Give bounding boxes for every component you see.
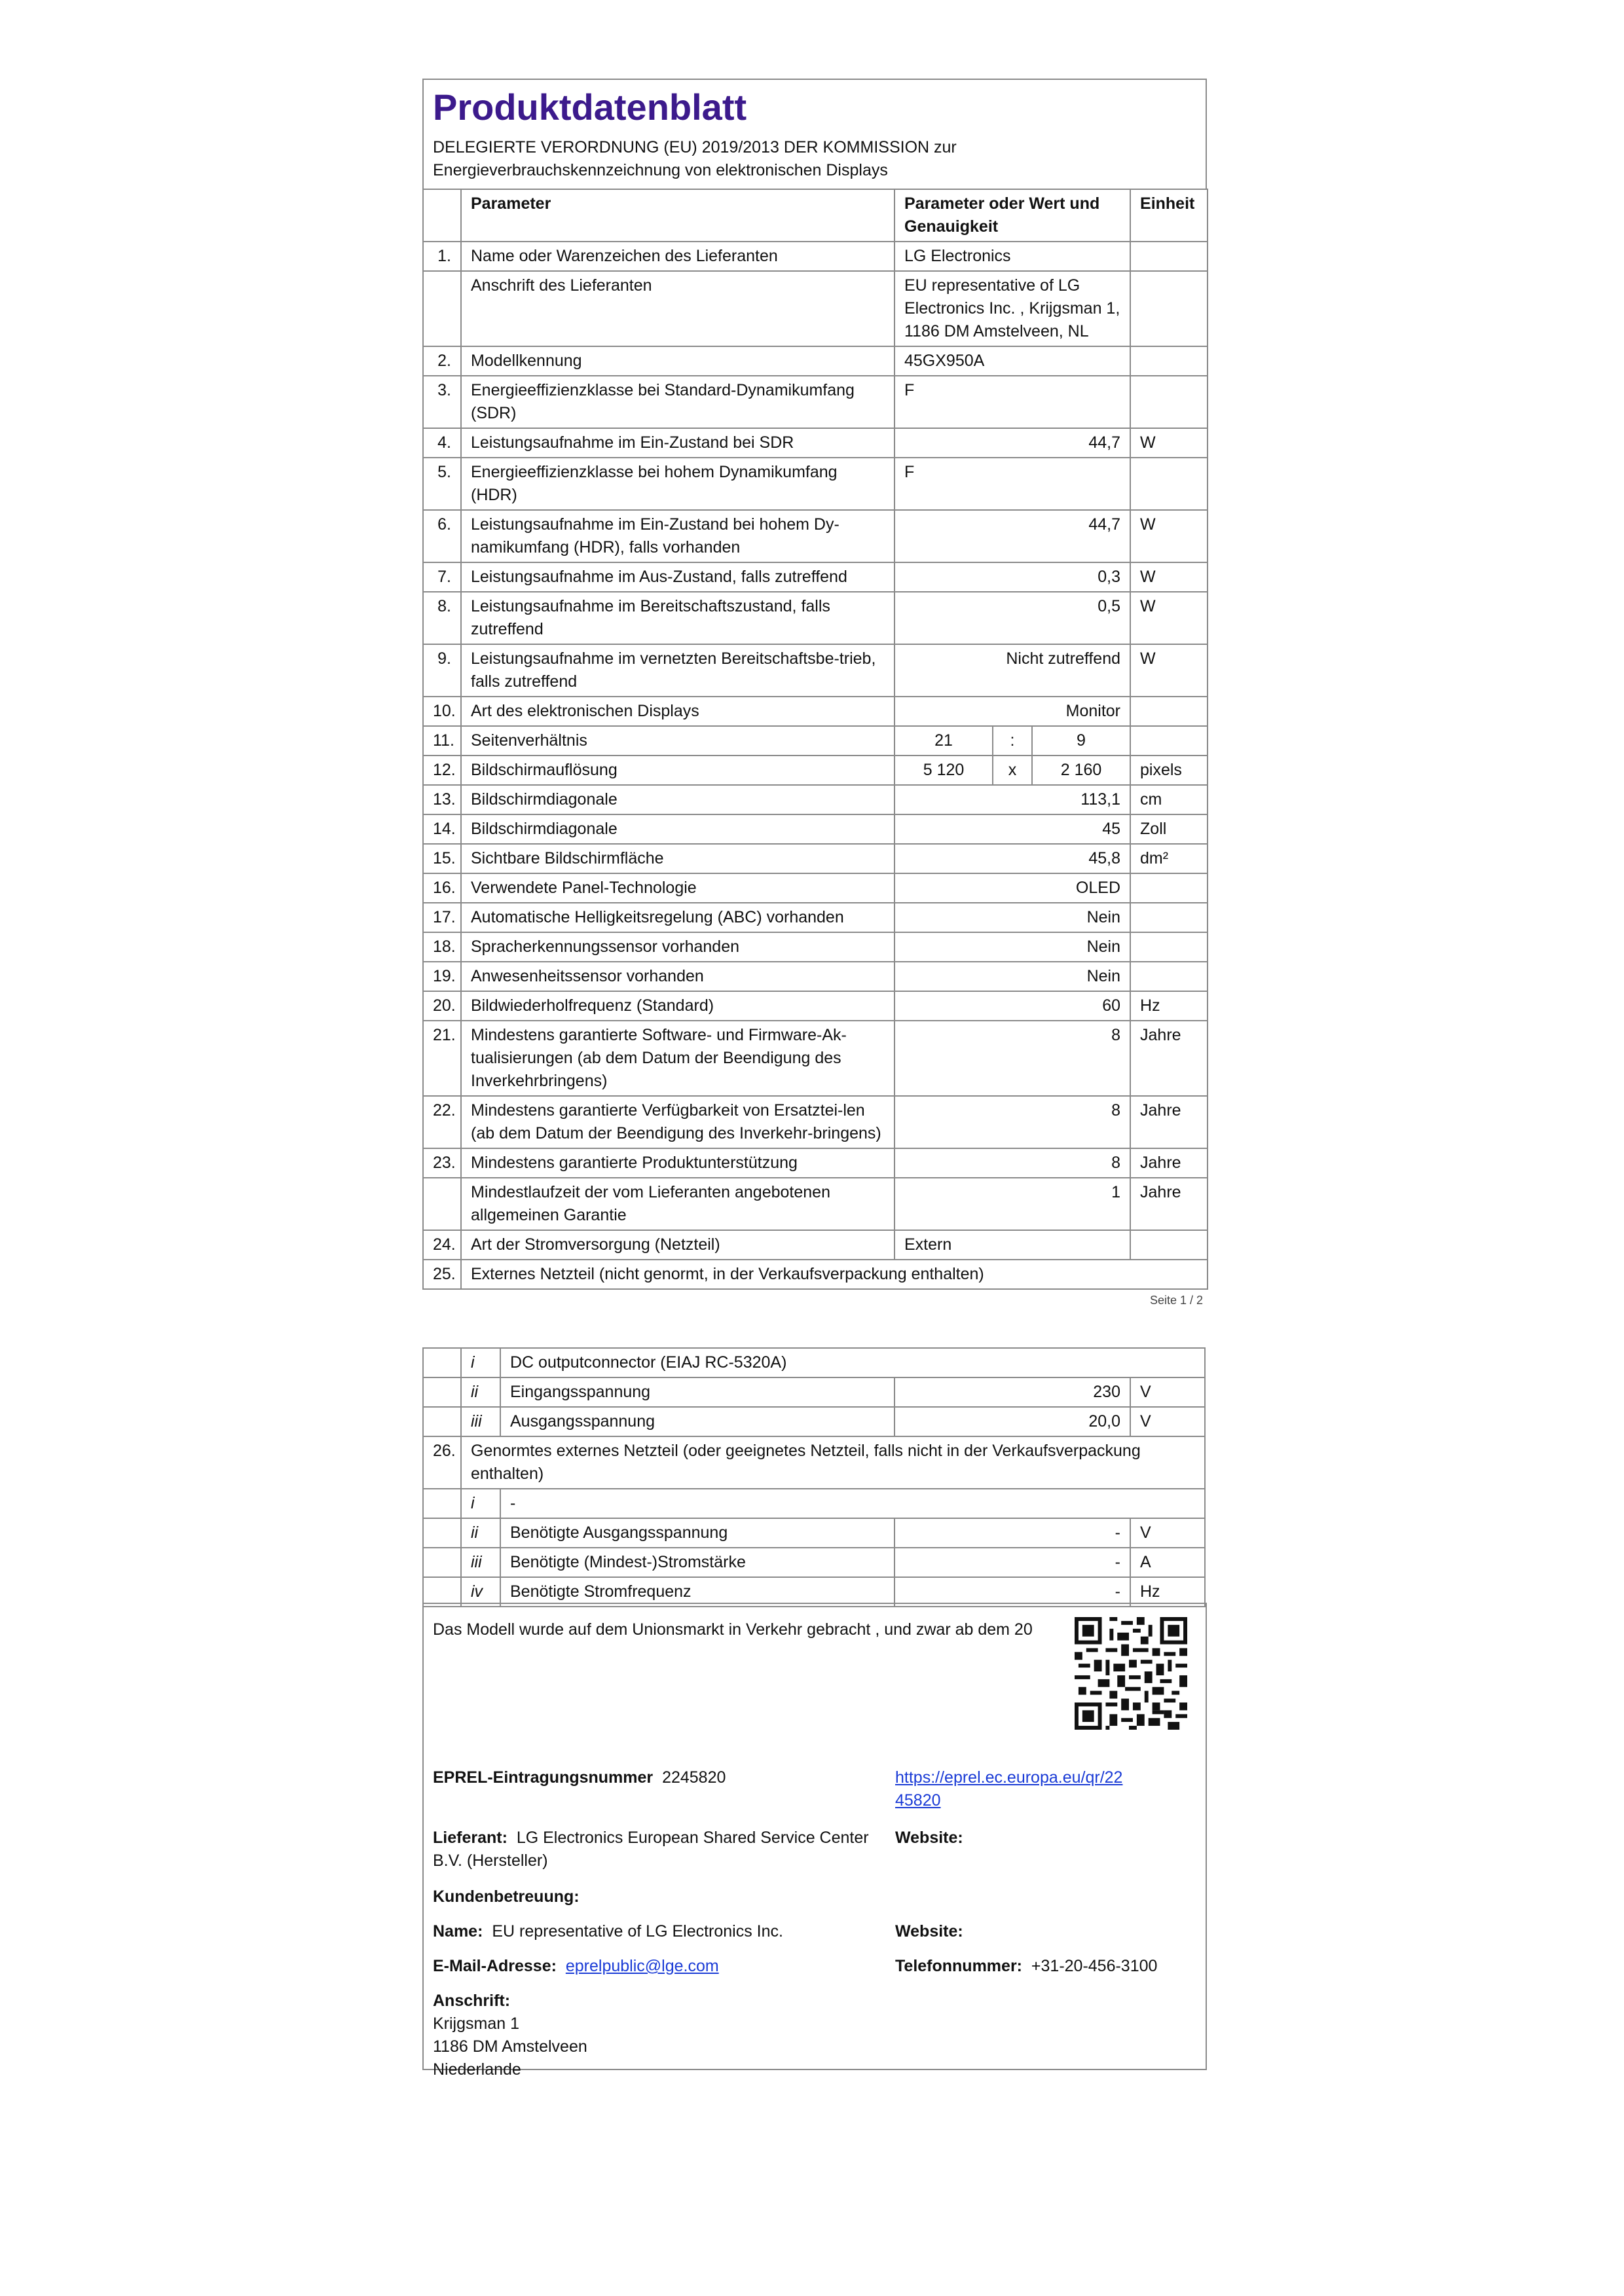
header-value: Parameter oder Wert und Genauigkeit: [895, 189, 1130, 242]
row-number: 17.: [423, 903, 461, 932]
supplier-website-label: Website:: [895, 1829, 963, 1847]
row-number: 16.: [423, 873, 461, 903]
supplier-block: [433, 1827, 885, 1872]
row-unit: Jahre: [1130, 1021, 1208, 1096]
row-parameter: Leistungsaufnahme im vernetzten Bereitschaftsbe-trieb, falls zutreffend: [461, 644, 895, 697]
table-row: [423, 1021, 1208, 1096]
row-parameter: Eingangsspannung: [500, 1377, 895, 1407]
table-row: [423, 844, 1208, 873]
supplier-label: Lieferant:: [433, 1829, 507, 1847]
row-number: 24.: [423, 1230, 461, 1260]
contact-name: [433, 1920, 783, 1943]
row-parameter: Energieeffizienzklasse bei Standard-Dynamikumfang (SDR): [461, 376, 895, 428]
table-row: [423, 1377, 1205, 1407]
row-unit: Jahre: [1130, 1178, 1208, 1230]
table-row: [423, 510, 1208, 562]
row-value: F: [895, 376, 1130, 428]
table-row: [423, 1096, 1208, 1148]
row-value: F: [895, 458, 1130, 510]
row-number: 15.: [423, 844, 461, 873]
row-value: 45,8: [895, 844, 1130, 873]
row-parameter: Anwesenheitssensor vorhanden: [461, 962, 895, 991]
supplier-value-line-1: LG Electronics European Shared Service Center: [516, 1829, 869, 1847]
row-parameter: Ausgangsspannung: [500, 1407, 895, 1436]
row-value: Extern: [895, 1230, 1130, 1260]
row-unit: [1130, 962, 1208, 991]
table-row: [423, 814, 1208, 844]
table-row: [423, 873, 1208, 903]
row-number: 4.: [423, 428, 461, 458]
row-value: LG Electronics: [895, 242, 1130, 271]
address-line-1: Krijgsman 1: [433, 2014, 519, 2033]
row-parameter: Spracherkennungssensor vorhanden: [461, 932, 895, 962]
row-parameter: Art der Stromversorgung (Netzteil): [461, 1230, 895, 1260]
row-parameter: Benötigte Stromfrequenz: [500, 1577, 895, 1607]
table-row: [423, 1518, 1205, 1548]
row-number: 14.: [423, 814, 461, 844]
row-number: 12.: [423, 756, 461, 785]
row-unit: Zoll: [1130, 814, 1208, 844]
page-title: Produktdatenblatt: [433, 86, 747, 128]
supplier-value-line-2: B.V. (Hersteller): [433, 1851, 548, 1870]
row-parameter: Mindestens garantierte Verfügbarkeit von Ersatztei-len (ab dem Datum der Beendigung des Inverkehr-bringens): [461, 1096, 895, 1148]
regulation-line-1: DELEGIERTE VERORDNUNG (EU) 2019/2013 DER KOMMISSION zur: [433, 138, 957, 156]
row-number: 21.: [423, 1021, 461, 1096]
eprel-link-line-1[interactable]: https://eprel.ec.europa.eu/qr/22: [895, 1768, 1123, 1787]
row-unit: Jahre: [1130, 1148, 1208, 1178]
row-unit: [1130, 1230, 1208, 1260]
row-parameter: Bildwiederholfrequenz (Standard): [461, 991, 895, 1021]
row-number: 20.: [423, 991, 461, 1021]
row-number: 25.: [423, 1260, 461, 1289]
row-number: [423, 1178, 461, 1230]
header-parameter: Parameter: [461, 189, 895, 242]
regulation-line-2: Energieverbrauchskennzeichnung von elektronischen Displays: [433, 161, 888, 179]
sub-item-label: i: [461, 1489, 500, 1518]
row-value: -: [895, 1548, 1130, 1577]
eprel-link[interactable]: [895, 1766, 1122, 1812]
row-number: 9.: [423, 644, 461, 697]
row-number: 5.: [423, 458, 461, 510]
sub-item-label: iii: [461, 1407, 500, 1436]
row-parameter: Bildschirmdiagonale: [461, 785, 895, 814]
row-parameter: Leistungsaufnahme im Aus-Zustand, falls zutreffend: [461, 562, 895, 592]
row-value: Nicht zutreffend: [895, 644, 1130, 697]
row-value-b: 9: [1032, 726, 1130, 756]
row-number: 22.: [423, 1096, 461, 1148]
row-unit: [1130, 346, 1208, 376]
row-value: 45: [895, 814, 1130, 844]
row-unit: cm: [1130, 785, 1208, 814]
row-value: 230: [895, 1377, 1130, 1407]
row-value: Nein: [895, 962, 1130, 991]
row-parameter: -: [500, 1489, 1205, 1518]
row-parameter: Seitenverhältnis: [461, 726, 895, 756]
table-row: [423, 376, 1208, 428]
contact-phone: [895, 1955, 1157, 1978]
table-row: [423, 932, 1208, 962]
address-line-2: 1186 DM Amstelveen: [433, 2037, 587, 2056]
table-row: [423, 1548, 1205, 1577]
sub-item-label: ii: [461, 1518, 500, 1548]
row-unit: A: [1130, 1548, 1205, 1577]
row-parameter: DC outputconnector (EIAJ RC-5320A): [500, 1348, 1205, 1377]
indent-cell: [423, 1518, 461, 1548]
row-value: 8: [895, 1148, 1130, 1178]
row-number: 19.: [423, 962, 461, 991]
row-value: 60: [895, 991, 1130, 1021]
eprel-link-line-2[interactable]: 45820: [895, 1791, 941, 1810]
row-parameter: Leistungsaufnahme im Bereitschaftszustand, falls zutreffend: [461, 592, 895, 644]
row-unit: [1130, 903, 1208, 932]
row-unit: Jahre: [1130, 1096, 1208, 1148]
header-num-cell: [423, 189, 461, 242]
row-number: 6.: [423, 510, 461, 562]
row-number: [423, 271, 461, 346]
row-value: -: [895, 1577, 1130, 1607]
row-parameter: Verwendete Panel-Technologie: [461, 873, 895, 903]
datasheet-page-1: [422, 79, 1207, 1322]
row-unit: Hz: [1130, 991, 1208, 1021]
table-row: [423, 1489, 1205, 1518]
sub-item-label: i: [461, 1348, 500, 1377]
table-row: [423, 242, 1208, 271]
row-number: 3.: [423, 376, 461, 428]
row-separator: :: [993, 726, 1032, 756]
row-unit: [1130, 932, 1208, 962]
row-number: 8.: [423, 592, 461, 644]
row-unit: [1130, 458, 1208, 510]
row-value: 8: [895, 1021, 1130, 1096]
row-value: 0,3: [895, 562, 1130, 592]
row-value: 113,1: [895, 785, 1130, 814]
name-value: EU representative of LG Electronics Inc.: [492, 1922, 783, 1941]
table-row: [423, 1348, 1205, 1377]
row-parameter: Bildschirmdiagonale: [461, 814, 895, 844]
table-row: [423, 756, 1208, 785]
page-number: Seite 1 / 2: [1149, 1294, 1203, 1307]
row-unit: V: [1130, 1377, 1205, 1407]
sub-item-label: iv: [461, 1577, 500, 1607]
table-row: [423, 1230, 1208, 1260]
row-unit: [1130, 376, 1208, 428]
row-parameter: Leistungsaufnahme im Ein-Zustand bei hohem Dy-namikumfang (HDR), falls vorhanden: [461, 510, 895, 562]
row-separator: x: [993, 756, 1032, 785]
row-parameter: Anschrift des Lieferanten: [461, 271, 895, 346]
customer-service-label: Kundenbetreuung:: [433, 1887, 580, 1906]
table-row: [423, 726, 1208, 756]
table-row: [423, 1407, 1205, 1436]
datasheet-page-2: [422, 1347, 1204, 1607]
table-row: [423, 458, 1208, 510]
table-row: [423, 1148, 1208, 1178]
row-value: 45GX950A: [895, 346, 1130, 376]
email-label: E-Mail-Adresse:: [433, 1957, 557, 1975]
indent-cell: [423, 1377, 461, 1407]
row-number: 2.: [423, 346, 461, 376]
row-parameter: Art des elektronischen Displays: [461, 697, 895, 726]
row-value-a: 5 120: [895, 756, 993, 785]
row-unit: W: [1130, 592, 1208, 644]
row-unit: Hz: [1130, 1577, 1205, 1607]
row-parameter: Energieeffizienzklasse bei hohem Dynamikumfang (HDR): [461, 458, 895, 510]
row-parameter: Genormtes externes Netzteil (oder geeignetes Netzteil, falls nicht in der Verkaufsverpackung enthalten): [461, 1436, 1205, 1489]
phone-label: Telefonnummer:: [895, 1957, 1022, 1975]
row-number: 13.: [423, 785, 461, 814]
row-parameter: Leistungsaufnahme im Ein-Zustand bei SDR: [461, 428, 895, 458]
table-row: [423, 428, 1208, 458]
row-value: Nein: [895, 903, 1130, 932]
contact-website-label: Website:: [895, 1922, 963, 1941]
table-row: [423, 271, 1208, 346]
sub-item-label: iii: [461, 1548, 500, 1577]
address-line-3: Niederlande: [433, 2060, 521, 2079]
row-parameter: Benötigte (Mindest-)Stromstärke: [500, 1548, 895, 1577]
row-number: 11.: [423, 726, 461, 756]
row-parameter: Mindestens garantierte Produktunterstützung: [461, 1148, 895, 1178]
address-label: Anschrift:: [433, 1992, 511, 2010]
table-row: [423, 592, 1208, 644]
row-unit: [1130, 242, 1208, 271]
row-number: 7.: [423, 562, 461, 592]
indent-cell: [423, 1407, 461, 1436]
phone-value: +31-20-456-3100: [1031, 1957, 1158, 1975]
indent-cell: [423, 1489, 461, 1518]
row-parameter: Benötigte Ausgangsspannung: [500, 1518, 895, 1548]
eprel-number: [433, 1766, 726, 1789]
row-parameter: Mindestlaufzeit der vom Lieferanten angebotenen allgemeinen Garantie: [461, 1178, 895, 1230]
row-parameter: Externes Netzteil (nicht genormt, in der Verkaufsverpackung enthalten): [461, 1260, 1208, 1289]
row-parameter: Modellkennung: [461, 346, 895, 376]
row-unit: W: [1130, 510, 1208, 562]
row-value: -: [895, 1518, 1130, 1548]
qr-code-icon[interactable]: [1075, 1617, 1187, 1730]
row-parameter: Name oder Warenzeichen des Lieferanten: [461, 242, 895, 271]
row-number: 23.: [423, 1148, 461, 1178]
row-unit: [1130, 726, 1208, 756]
table-row: [423, 785, 1208, 814]
row-parameter: Automatische Helligkeitsregelung (ABC) vorhanden: [461, 903, 895, 932]
row-value: OLED: [895, 873, 1130, 903]
row-value: Nein: [895, 932, 1130, 962]
row-number: 1.: [423, 242, 461, 271]
row-unit: W: [1130, 644, 1208, 697]
power-supply-table: [422, 1347, 1206, 1607]
row-parameter: Bildschirmauflösung: [461, 756, 895, 785]
row-value: 8: [895, 1096, 1130, 1148]
row-unit: V: [1130, 1407, 1205, 1436]
table-row: [423, 962, 1208, 991]
row-parameter: Mindestens garantierte Software- und Firmware-Ak-tualisierungen (ab dem Datum der Beendigung des Inverkehrbringens): [461, 1021, 895, 1096]
row-value: 44,7: [895, 510, 1130, 562]
table-row: [423, 991, 1208, 1021]
row-number: 18.: [423, 932, 461, 962]
row-unit: W: [1130, 428, 1208, 458]
row-number: 10.: [423, 697, 461, 726]
row-number: 26.: [423, 1436, 461, 1489]
row-value: Monitor: [895, 697, 1130, 726]
row-value: 44,7: [895, 428, 1130, 458]
datasheet-header: [422, 79, 1207, 189]
eprel-value: 2245820: [662, 1768, 726, 1787]
table-row: [423, 644, 1208, 697]
address-block: [433, 1990, 587, 2081]
sub-item-label: ii: [461, 1377, 500, 1407]
row-value: EU representative of LG Electronics Inc. , Krijgsman 1, 1186 DM Amstelveen, NL: [895, 271, 1130, 346]
supplier-info-box: [422, 1603, 1207, 2079]
table-row: [423, 1436, 1205, 1489]
table-row: [423, 903, 1208, 932]
row-unit: pixels: [1130, 756, 1208, 785]
table-row: [423, 697, 1208, 726]
table-row: [423, 1260, 1208, 1289]
indent-cell: [423, 1548, 461, 1577]
indent-cell: [423, 1348, 461, 1377]
row-unit: [1130, 873, 1208, 903]
row-unit: dm²: [1130, 844, 1208, 873]
header-unit: Einheit: [1130, 189, 1208, 242]
row-value: 20,0: [895, 1407, 1130, 1436]
table-header-row: [423, 189, 1208, 242]
parameter-table: [422, 189, 1208, 1290]
row-value-a: 21: [895, 726, 993, 756]
row-unit: W: [1130, 562, 1208, 592]
row-unit: V: [1130, 1518, 1205, 1548]
contact-email: [433, 1955, 719, 1978]
table-row: [423, 1178, 1208, 1230]
table-row: [423, 346, 1208, 376]
market-date-text: Das Modell wurde auf dem Unionsmarkt in Verkehr gebracht , und zwar ab dem 20: [433, 1620, 1033, 1639]
eprel-label: EPREL-Eintragungsnummer: [433, 1768, 654, 1787]
table-row: [423, 562, 1208, 592]
row-value: 1: [895, 1178, 1130, 1230]
row-parameter: Sichtbare Bildschirmfläche: [461, 844, 895, 873]
email-link[interactable]: eprelpublic@lge.com: [565, 1957, 719, 1975]
name-label: Name:: [433, 1922, 483, 1941]
row-value-b: 2 160: [1032, 756, 1130, 785]
row-unit: [1130, 271, 1208, 346]
row-value: 0,5: [895, 592, 1130, 644]
row-unit: [1130, 697, 1208, 726]
